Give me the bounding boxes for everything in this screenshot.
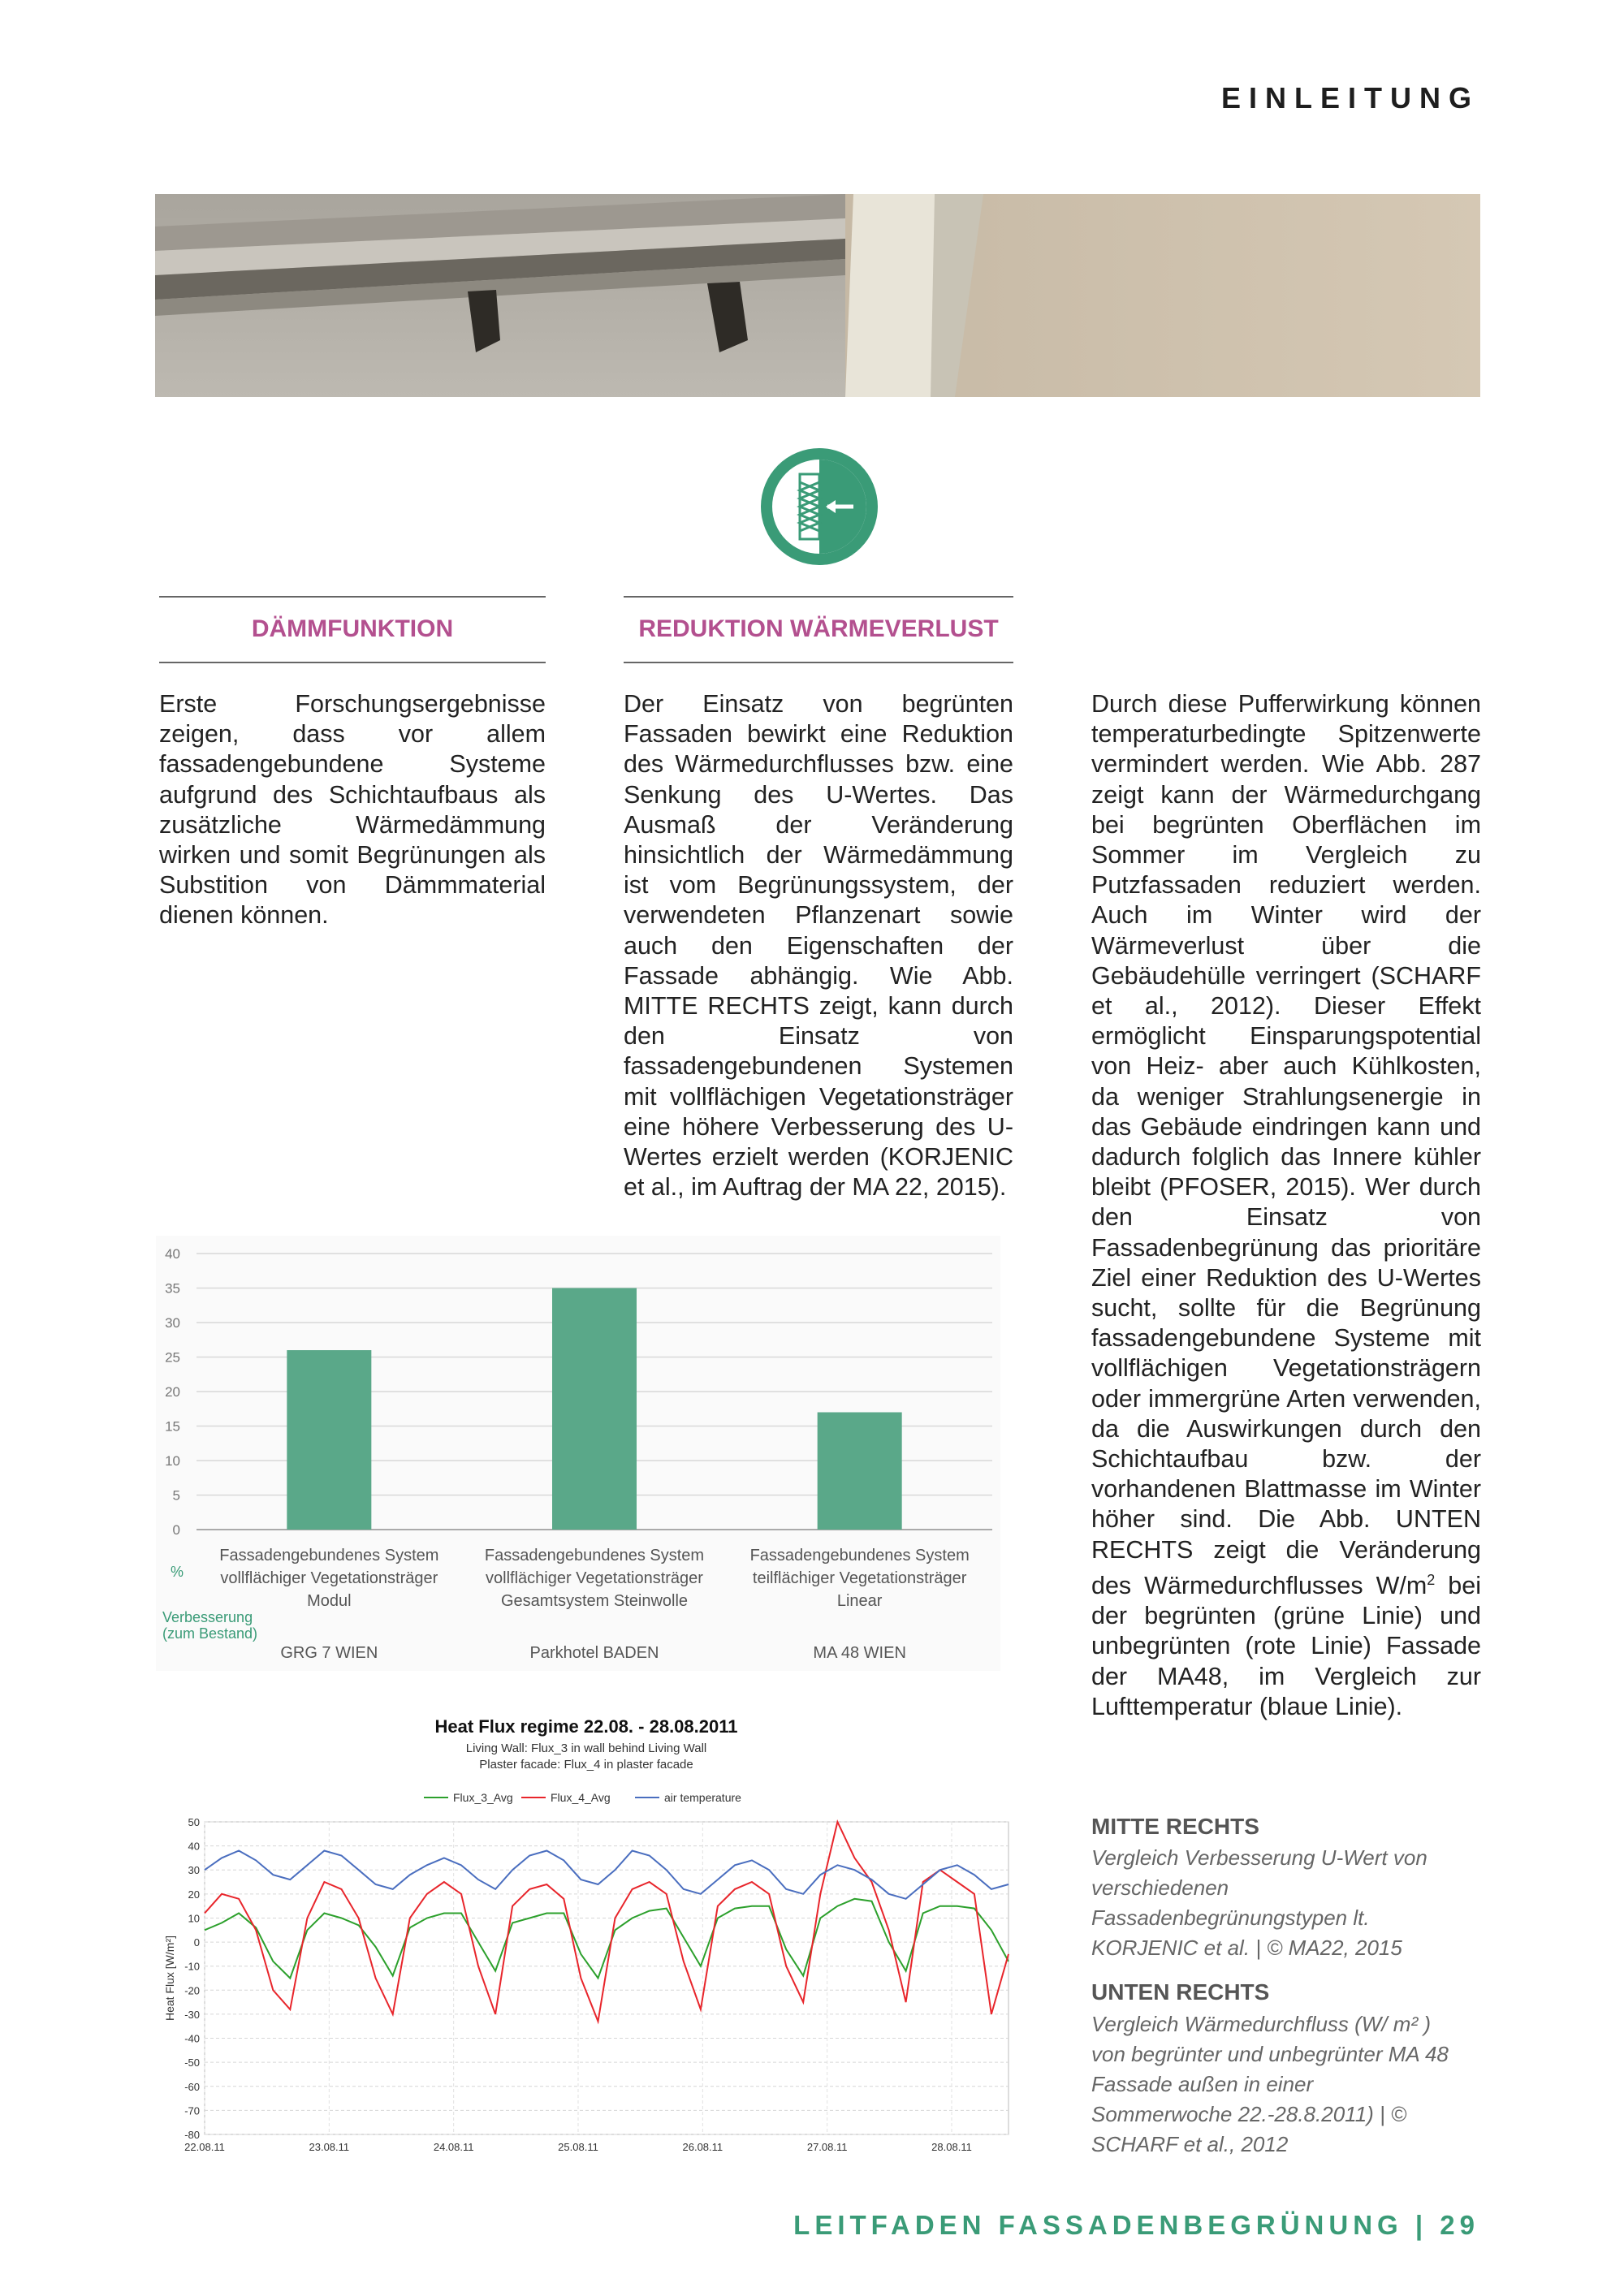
line-x-tick: 25.08.11	[558, 2141, 598, 2153]
line-y-tick: 40	[188, 1840, 200, 1853]
heading-reduktion: REDUKTION WÄRMEVERLUST	[638, 615, 999, 642]
rule-bottom-left	[159, 662, 546, 663]
line-y-tick: -40	[184, 2032, 200, 2045]
bar-category-label: vollflächiger Vegetationsträger	[220, 1569, 438, 1587]
line-y-tick: 30	[188, 1864, 200, 1877]
bar-category-label: Gesamtsystem Steinwolle	[500, 1592, 689, 1610]
bar-3	[818, 1413, 902, 1530]
rule-top-middle	[624, 596, 1013, 598]
line-y-tick: -80	[184, 2129, 200, 2141]
line-x-tick: 26.08.11	[682, 2141, 723, 2153]
line-chart-svg	[156, 1708, 1017, 2163]
bar-category-label: vollflächiger Vegetationsträger	[486, 1569, 703, 1587]
legend-label-2: Flux_4_Avg	[551, 1791, 611, 1804]
middle-paragraph: Der Einsatz von begrünten Fassaden bewirkt eine Reduktion des Wärmedurchflusses bzw. eine Senkung des U-Wertes. Das Ausmaß der Veränderung hinsichtlich der Wärmedämmung ist vom Begrünungssystem, der verwendeten Pflanzenart sowie auch den Eigenschaften der Fassade abhängig. Wie Abb. MITTE RECHTS zeigt, kann durch den Einsatz von fassadengebundenen Systemen mit vollflächigen Vegetationsträger eine höhere Verbesserung des U-Wertes erzielt werden (KORJENIC et al., im Auftrag der MA 22, 2015).	[624, 690, 1013, 1202]
legend-label-1: Flux_3_Avg	[453, 1791, 513, 1804]
bar-2	[552, 1288, 637, 1530]
caption-mid-text: Vergleich Verbesserung U-Wert von verschiedenen Fassadenbegrünungstypen lt. KORJENIC et al. | © MA22, 2015	[1091, 1845, 1427, 1960]
bar-y-tick: 35	[165, 1280, 180, 1297]
legend-label-3: air temperature	[664, 1791, 741, 1804]
line-plot-area	[205, 1822, 1009, 2134]
rule-bottom-middle	[624, 662, 1013, 663]
heat-flux-line-chart	[156, 1708, 1017, 2163]
middle-column-text	[624, 689, 1013, 1202]
caption-low-title: UNTEN RECHTS	[1091, 1979, 1270, 2005]
superscript-2: 2	[1427, 1571, 1436, 1588]
rule-top-left	[159, 596, 546, 598]
bar-y-tick: 40	[165, 1246, 180, 1262]
caption-mid-title: MITTE RECHTS	[1091, 1814, 1259, 1839]
line-chart-title: Heat Flux regime 22.08. - 28.08.2011	[434, 1716, 738, 1737]
heading-daemmfunktion: DÄMMFUNKTION	[251, 615, 454, 642]
line-y-tick: -30	[184, 2008, 200, 2021]
line-chart-subtitle-1: Living Wall: Flux_3 in wall behind Living Wall	[465, 1741, 707, 1755]
header-photo	[155, 194, 1480, 397]
right-paragraph	[1091, 689, 1481, 1722]
line-chart-subtitle-2: Plaster facade: Flux_4 in plaster facade	[479, 1758, 693, 1772]
line-y-axis-label: Heat Flux [W/m²]	[163, 1935, 176, 2022]
bar-category-label: Fassadengebundenes System	[219, 1547, 439, 1564]
line-y-tick: -10	[184, 1960, 200, 1973]
u-value-bar-chart	[156, 1236, 1000, 1671]
line-x-tick: 22.08.11	[184, 2141, 225, 2153]
bar-category-label: Modul	[307, 1592, 352, 1610]
line-y-tick: 0	[193, 1936, 200, 1949]
bar-chart-svg	[156, 1236, 1000, 1671]
bar-y-tick: 15	[165, 1418, 180, 1435]
caption-low-text: Vergleich Wärmedurchfluss (W/ m² ) von begrünter und unbegrünter MA 48 Fassade außen in einer Sommerwoche 22.-28.8.2011) | © SCHARF et al., 2012	[1091, 2012, 1449, 2156]
line-y-tick: 20	[188, 1888, 200, 1901]
bar-y-tick: 5	[172, 1487, 180, 1504]
line-x-tick: 24.08.11	[433, 2141, 474, 2153]
bar-y-note: (zum Bestand)	[162, 1625, 258, 1642]
line-y-tick: 10	[188, 1912, 200, 1925]
right-paragraph-b: bei der begrünten (grüne Linie) und unbegrünten (rote Linie) Fassade der MA48, im Vergleich zur Lufttemperatur (blaue Linie).	[1091, 1572, 1481, 1720]
line-y-tick: -20	[184, 1984, 200, 1997]
left-paragraph: Erste Forschungsergebnisse zeigen, dass vor allem fassadengebundene Systeme aufgrund des Schichtaufbaus als zusätzliche Wärmedämmung wirken und somit Begrünungen als Substition von Dämmmaterial dienen können.	[159, 690, 546, 930]
left-column-text	[159, 689, 546, 931]
footer-title: LEITFADEN FASSADENBEGRÜNUNG | 29	[793, 2210, 1479, 2240]
bar-y-note: Verbesserung	[162, 1609, 253, 1625]
line-x-tick: 27.08.11	[806, 2141, 848, 2153]
bar-y-tick: 0	[172, 1522, 180, 1538]
bar-category-label: Linear	[836, 1592, 883, 1610]
bar-y-tick: 25	[165, 1349, 180, 1366]
line-x-tick: 23.08.11	[309, 2141, 350, 2153]
right-column-text	[1091, 689, 1481, 1722]
line-x-tick: 28.08.11	[931, 2141, 972, 2153]
bar-location-label: MA 48 WIEN	[813, 1644, 906, 1662]
insulation-icon	[759, 447, 879, 567]
bar-y-tick: 10	[165, 1453, 180, 1469]
line-y-tick: -50	[184, 2056, 200, 2069]
bar-y-unit: %	[171, 1564, 184, 1580]
bar-category-label: teilflächiger Vegetationsträger	[752, 1569, 967, 1587]
line-y-tick: -70	[184, 2104, 200, 2117]
line-y-tick: -60	[184, 2080, 200, 2093]
bar-1	[287, 1350, 371, 1530]
bar-location-label: Parkhotel BADEN	[529, 1644, 659, 1662]
bar-y-tick: 30	[165, 1315, 180, 1331]
bar-category-label: Fassadengebundenes System	[484, 1547, 705, 1564]
section-title: EINLEITUNG	[1220, 81, 1479, 114]
bar-y-tick: 20	[165, 1384, 180, 1400]
right-paragraph-a: Durch diese Pufferwirkung können temperaturbedingte Spitzenwerte vermindert werden. Wie Abb. 287 zeigt kann der Wärmedurchgang bei begrünten Oberflächen im Sommer im Vergleich zu Putzfassaden reduziert werden. Auch im Winter wird der Wärmeverlust über die Gebäudehülle verringert (SCHARF et al., 2012). Dieser Effekt ermöglicht Einsparungspotential von Heiz- aber auch Kühlkosten, da weniger Strahlungsenergie in das Gebäude eindringen kann und dadurch folglich das Innere kühler bleibt (PFOSER, 2015). Wer durch den Einsatz von Fassadenbegrünung das prioritäre Ziel einer Reduktion des U-Wertes sucht, sollte für die Begrünung fassadengebundene Systeme mit vollflächigen Vegetationsträgern oder immergrüne Arten verwenden, da die Auswirkungen durch den Schichtaufbau bzw. der vorhandenen Blattmasse im Winter höher sind. Die Abb. UNTEN RECHTS zeigt die Veränderung des Wärmedurchflusses W/m	[1091, 690, 1481, 1600]
bar-category-label: Fassadengebundenes System	[749, 1547, 970, 1564]
line-y-tick: 50	[188, 1816, 200, 1828]
bar-location-label: GRG 7 WIEN	[280, 1644, 378, 1662]
